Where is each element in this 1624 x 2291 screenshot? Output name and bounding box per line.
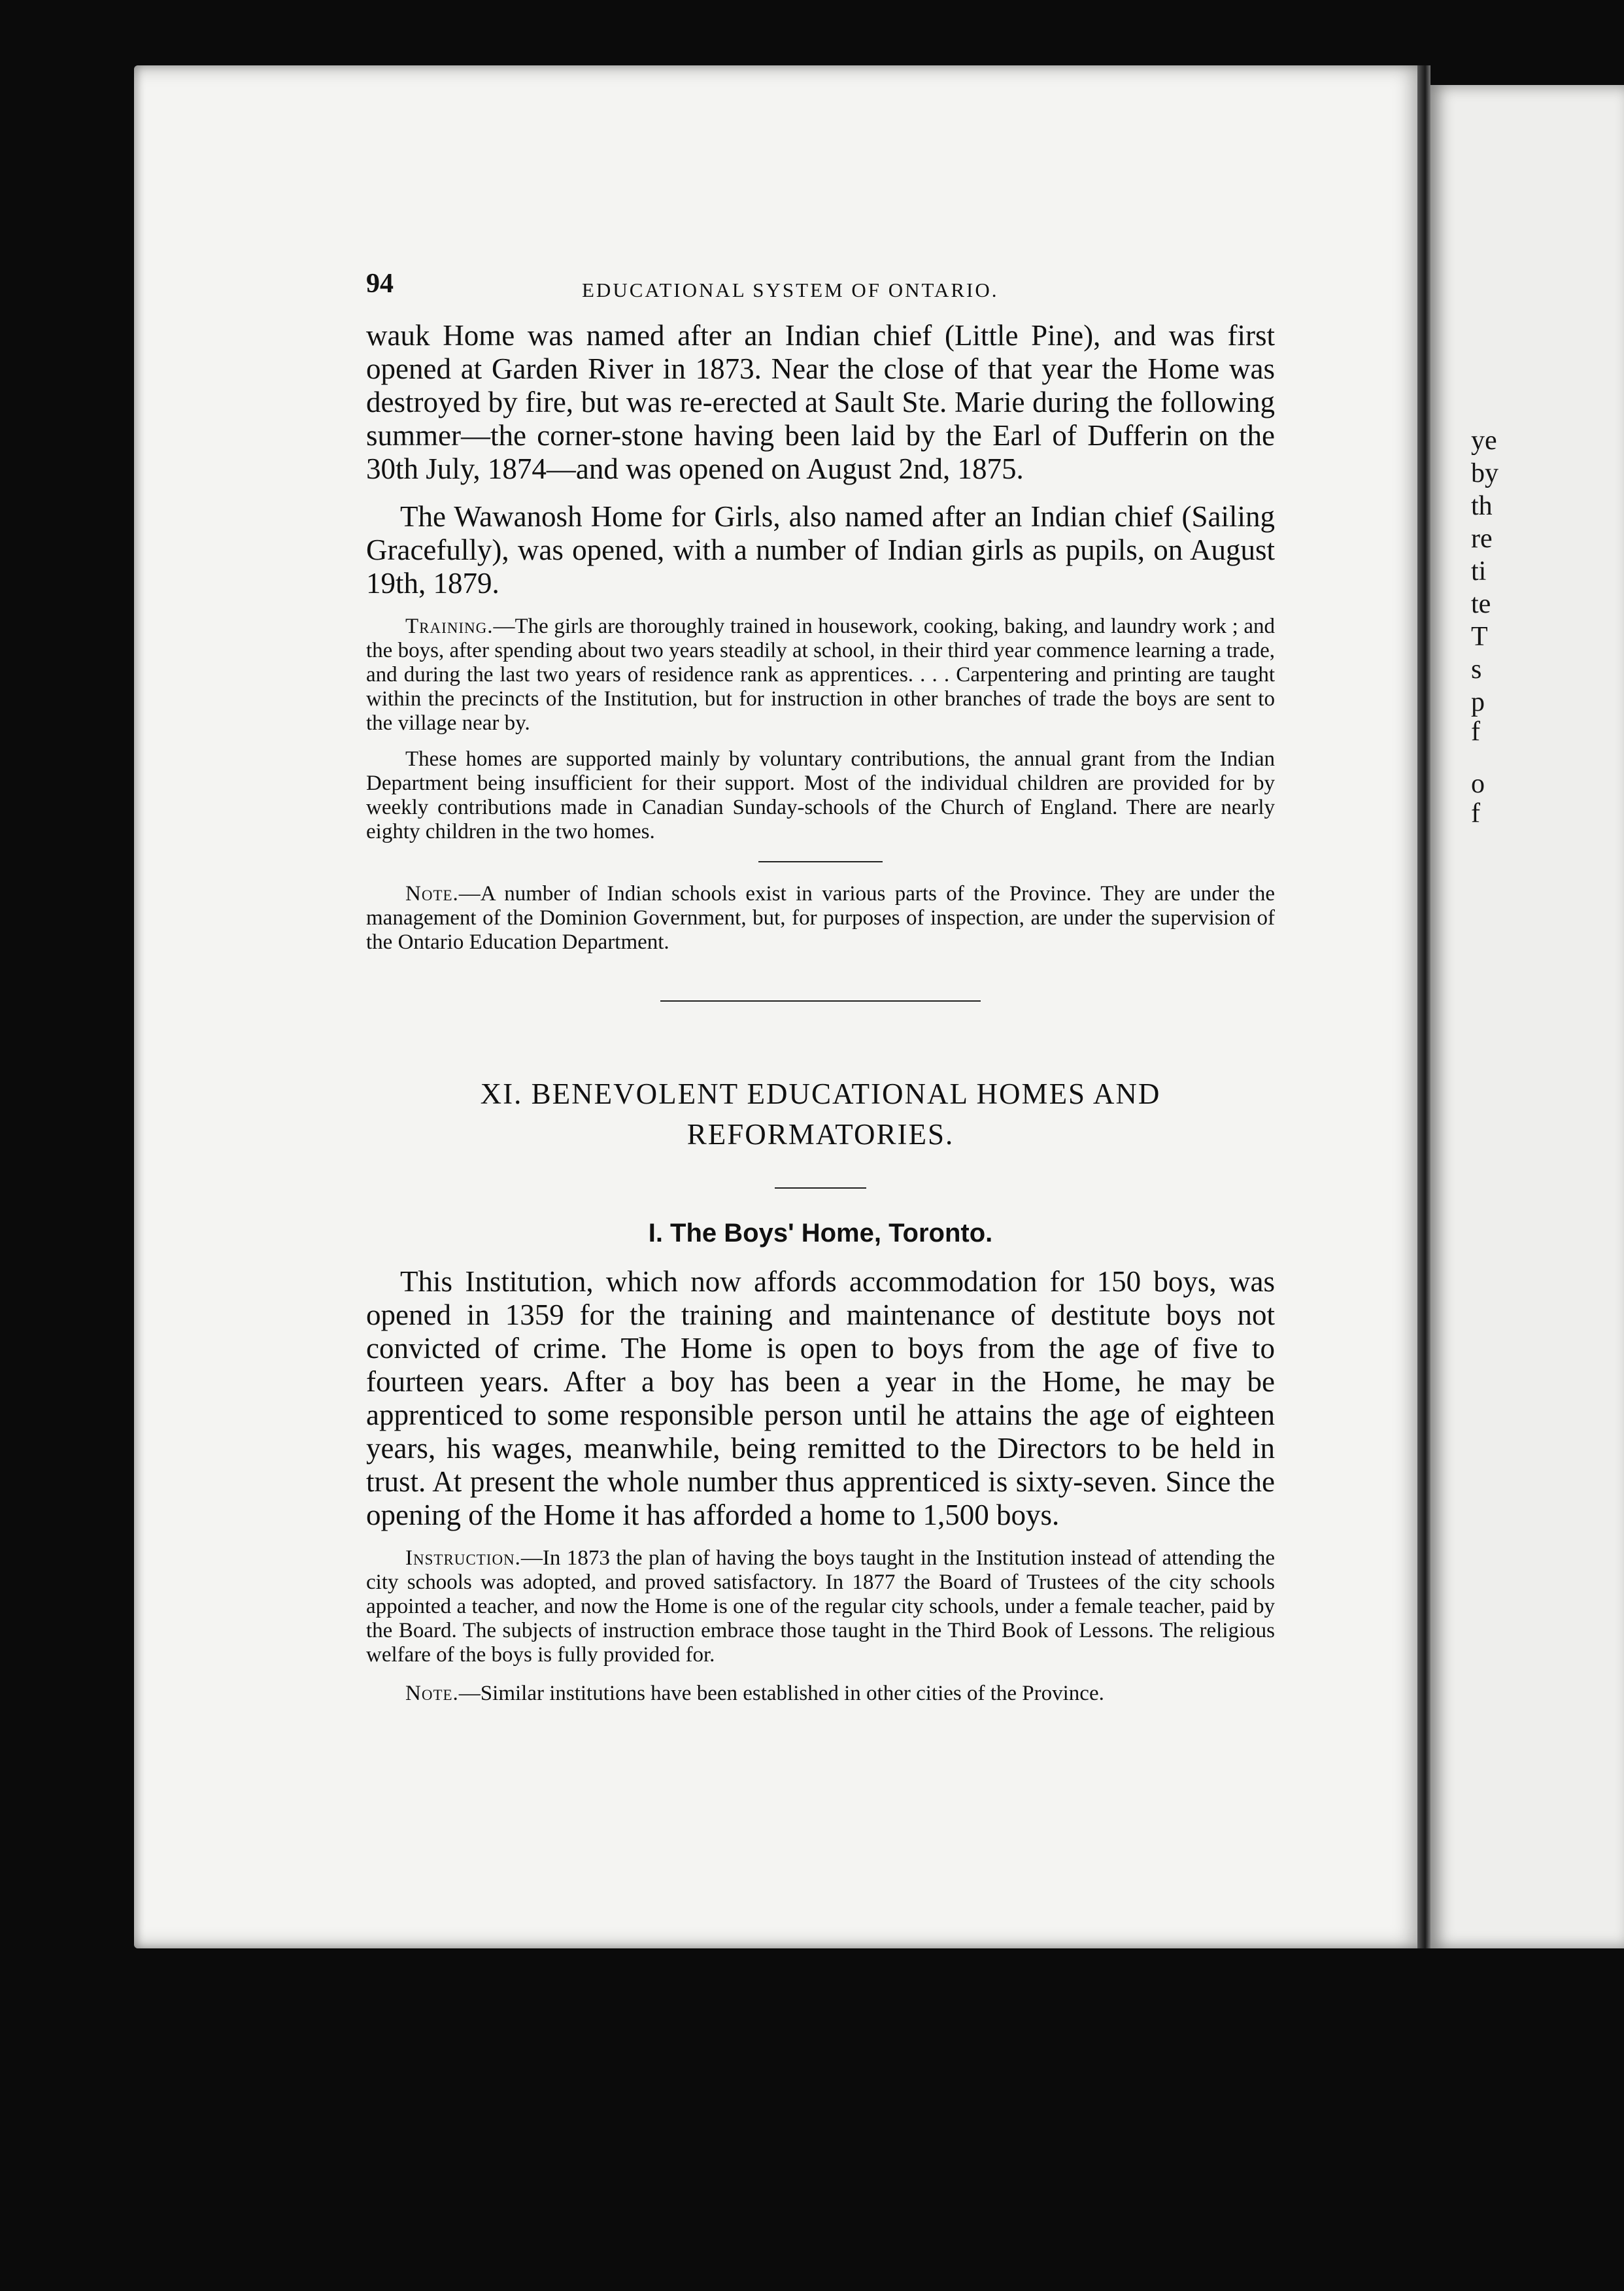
paragraph-training [366, 615, 1275, 736]
section-heading-line1: XI. BENEVOLENT EDUCATIONAL HOMES AND [480, 1078, 1161, 1110]
page-content [366, 268, 1275, 1706]
facing-fragment: te [1471, 589, 1491, 619]
note-label: Note. [405, 882, 459, 906]
facing-fragment: f [1471, 798, 1480, 828]
running-head [366, 268, 1275, 314]
section-divider [660, 1000, 981, 1002]
facing-fragment: ti [1471, 556, 1487, 586]
training-label: Training. [405, 615, 494, 638]
paragraph-note-indian-schools [366, 882, 1275, 955]
note-body: —A number of Indian schools exist in various parts of the Province. They are under the management of the Dominion Government, but, for purposes of inspection, are under the supervision of the Ontario Education Department. [366, 882, 1275, 954]
training-body: —The girls are thoroughly trained in housework, cooking, baking, and laundry work ; and the boys, after spending about two years steadily at school, in their third year commence learning a trade, and during the last two years of residence rank as apprentices. . . . Carpentering and printing are taught within the precincts of the Institution, but for instruction in other branches of trade the boys are sent to the village near by. [366, 615, 1275, 735]
instruction-body: —In 1873 the plan of having the boys taught in the Institution instead of attending the city schools was adopted, and proved satisfactory. In 1877 the Board of Trustees of the city schools appointed a teacher, and now the Home is one of the regular city schools, under a female teacher, paid by the Board. The subjects of instruction embrace those taught in the Third Book of Lessons. The religious welfare of the boys is fully provided for. [366, 1546, 1275, 1667]
paragraph-instruction [366, 1546, 1275, 1667]
page-number: 94 [366, 269, 394, 299]
paragraph-support: These homes are supported mainly by voluntary contributions, the annual grant from the Indian Department being insufficient for their support. Most of the individual children are provided for by weekly contributions made in Canadian Sunday-schools of the Church of England. There are nearly eighty children in the two homes. [366, 747, 1275, 843]
short-divider [758, 861, 883, 862]
facing-fragment: T [1471, 622, 1488, 652]
section-heading-line2: REFORMATORIES. [686, 1118, 955, 1151]
facing-fragment: re [1471, 524, 1493, 554]
note-body: —Similar institutions have been established in other cities of the Province. [458, 1682, 1104, 1705]
facing-fragment: s [1471, 654, 1482, 685]
heading-divider [775, 1187, 866, 1189]
paragraph-note-similar [366, 1682, 1275, 1706]
instruction-label: Instruction. [405, 1546, 521, 1570]
facing-fragment: f [1471, 717, 1480, 747]
page-gutter [1417, 65, 1430, 1948]
paragraph-boys-home: This Institution, which now affords accommodation for 150 boys, was opened in 1359 for the training and maintenance of destitute boys not convicted of crime. The Home is open to boys from the age of five to fourteen years. After a boy has been a year in the Home, he may be apprenticed to some responsible person until he attains the age of eighteen years, his wages, meanwhile, being remitted to the Directors to be held in trust. At present the whole number thus apprenticed is sixty-seven. Since the opening of the Home it has afforded a home to 1,500 boys. [366, 1265, 1275, 1531]
paragraph-wawanosh: The Wawanosh Home for Girls, also named after an Indian chief (Sailing Gracefully), was opened, with a number of Indian girls as pupils, on August 19th, 1879. [366, 500, 1275, 600]
running-title: EDUCATIONAL SYSTEM OF ONTARIO. [582, 279, 999, 301]
paragraph-shingwauk: wauk Home was named after an Indian chief (Little Pine), and was first opened at Garden River in 1873. Near the close of that year the Home was destroyed by fire, but was re-erected at Sault Ste. Marie during the following summer—the corner-stone having been laid by the Earl of Dufferin on the 30th July, 1874—and was opened on August 2nd, 1875. [366, 319, 1275, 485]
facing-fragment: th [1471, 491, 1493, 521]
facing-fragment: ye [1471, 426, 1497, 456]
note-label: Note. [405, 1682, 459, 1705]
facing-fragment: o [1471, 769, 1485, 799]
facing-fragment: by [1471, 458, 1498, 488]
facing-page [1430, 85, 1624, 1948]
facing-fragment: p [1471, 687, 1485, 717]
subheading-boys-home: I. The Boys' Home, Toronto. [648, 1219, 993, 1247]
